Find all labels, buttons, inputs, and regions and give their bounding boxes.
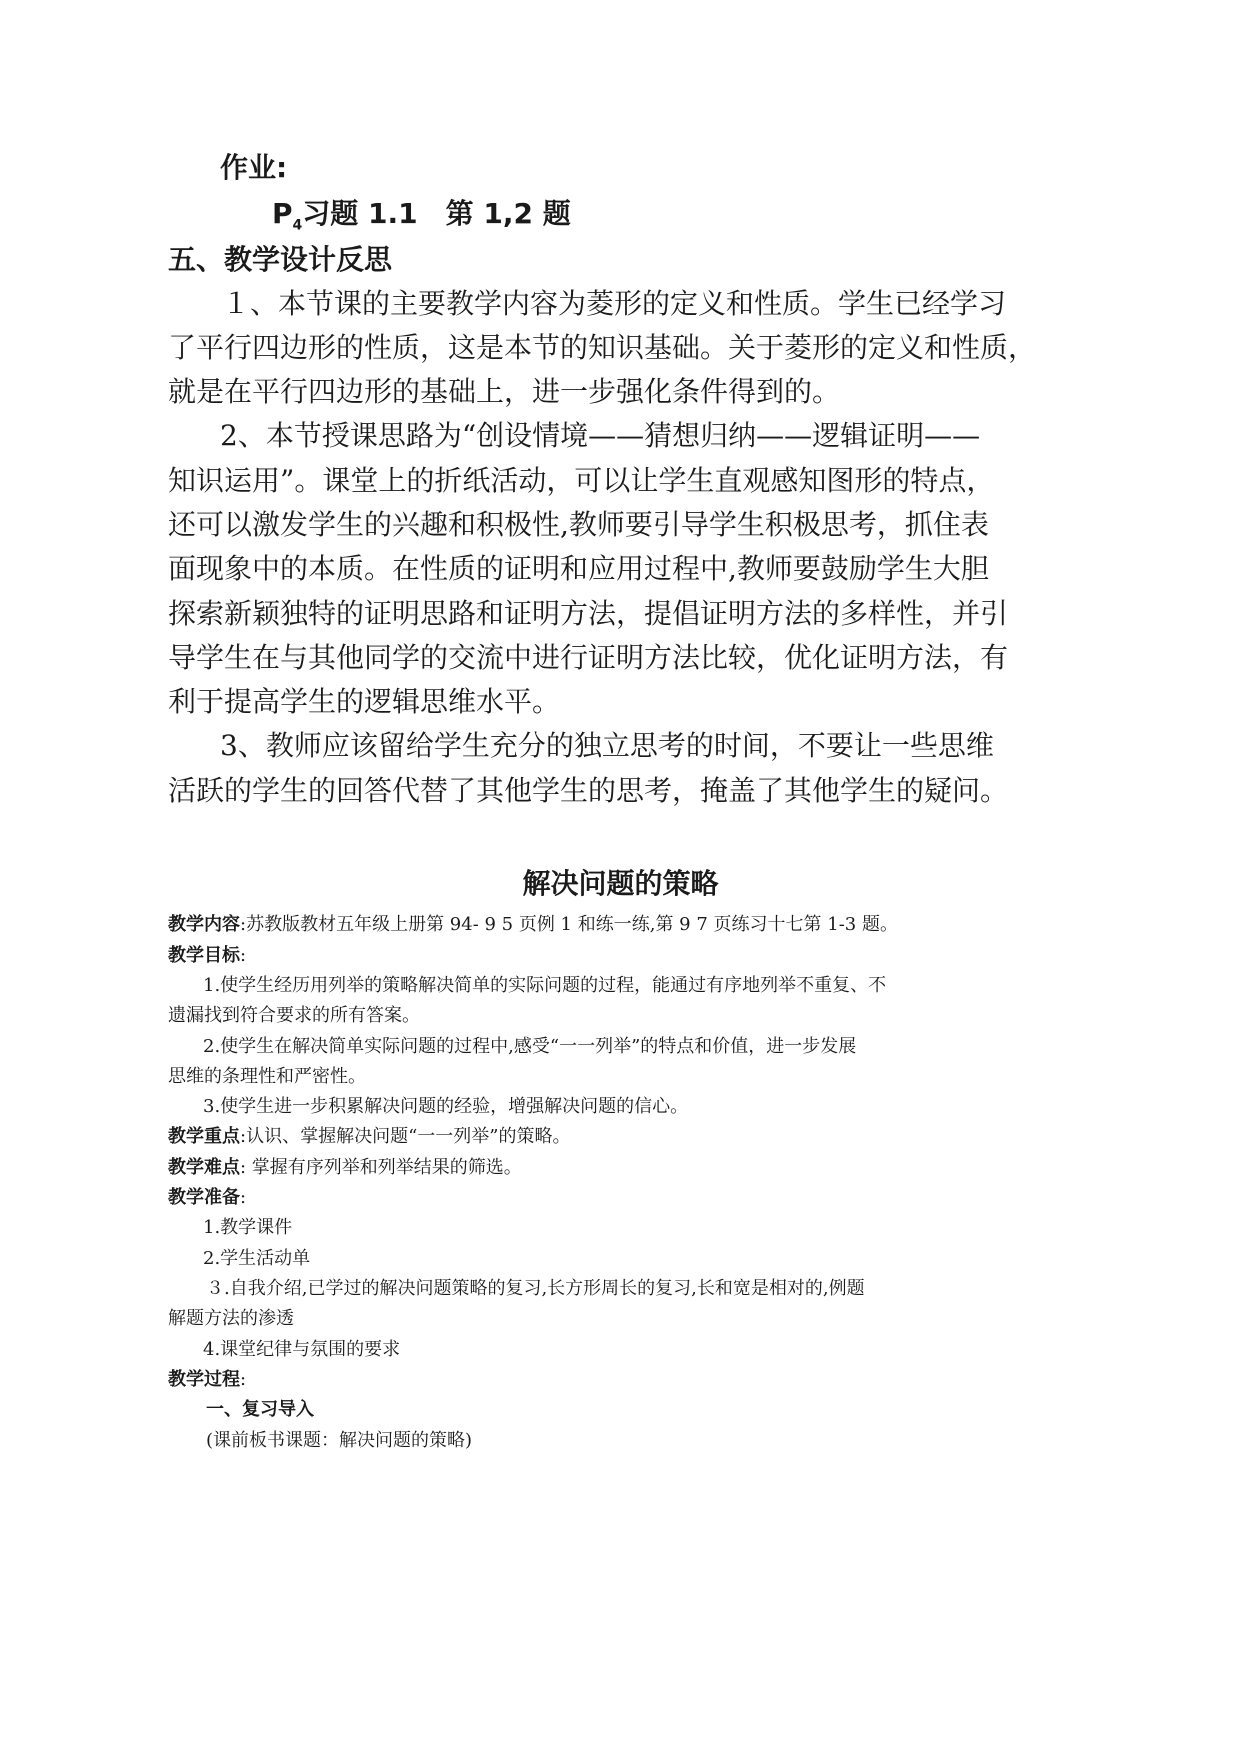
content-text: :苏教版教材五年级上册第 94- 9 5 页例 1 和练一练,第 9 7 页练习十七第 1-3 题。 xyxy=(240,914,898,935)
step-note: (课前板书课题：解决问题的策略) xyxy=(206,1430,473,1451)
reflection-line: 活跃的学生的回答代替了其他学生的思考，掩盖了其他学生的疑问。 xyxy=(168,774,1009,807)
homework-assignment xyxy=(272,192,571,234)
prep-line: ３.自我介绍,已学过的解决问题策略的复习,长方形周长的复习,长和宽是相对的,例题 xyxy=(206,1278,865,1299)
process-colon: : xyxy=(240,1369,247,1390)
reflection-line: 3、教师应该留给学生充分的独立思考的时间，不要让一些思维 xyxy=(220,729,994,762)
reflection-line: 了平行四边形的性质，这是本节的知识基础。关于菱形的定义和性质， xyxy=(168,331,1037,364)
content-label: 教学内容 xyxy=(168,914,240,935)
prep-line: 解题方法的渗透 xyxy=(168,1308,294,1329)
goal-line: 思维的条理性和严密性。 xyxy=(168,1066,366,1087)
prep-colon: : xyxy=(240,1187,247,1208)
reflection-line: 知识运用”。课堂上的折纸活动，可以让学生直观感知图形的特点， xyxy=(168,464,995,497)
step-heading: 一、复习导入 xyxy=(206,1399,314,1420)
process-row xyxy=(168,1365,246,1391)
key-row xyxy=(168,1122,570,1148)
reflection-line: １、本节课的主要教学内容为菱形的定义和性质。学生已经学习 xyxy=(222,287,1007,320)
difficulty-text: : 掌握有序列举和列举结果的筛选。 xyxy=(240,1157,522,1178)
reflection-line: 面现象中的本质。在性质的证明和应用过程中,教师要鼓励学生大胆 xyxy=(168,552,989,585)
prep-line: 2.学生活动单 xyxy=(203,1248,311,1269)
goals-label: 教学目标 xyxy=(168,945,240,966)
reflection-line: 就是在平行四边形的基础上，进一步强化条件得到的。 xyxy=(168,375,841,408)
reflection-line: 导学生在与其他同学的交流中进行证明方法比较，优化证明方法，有 xyxy=(168,641,1009,674)
assignment-text: 习题 1.1 第 1,2 题 xyxy=(302,197,571,230)
content-row xyxy=(168,910,898,936)
goal-line: 3.使学生进一步积累解决问题的经验，增强解决问题的信心。 xyxy=(203,1096,689,1117)
difficulty-label: 教学难点 xyxy=(168,1157,240,1178)
reflection-heading: 五、教学设计反思 xyxy=(168,243,393,276)
reflection-line: 2、本节授课思路为“创设情境——猜想归纳——逻辑证明—— xyxy=(220,419,981,452)
prep-row xyxy=(168,1183,246,1209)
reflection-line: 还可以激发学生的兴趣和积极性,教师要引导学生积极思考，抓住表 xyxy=(168,508,989,541)
homework-heading: 作业: xyxy=(220,151,288,184)
goal-line: 2.使学生在解决简单实际问题的过程中,感受“一一列举”的特点和价值，进一步发展 xyxy=(203,1036,857,1057)
goals-colon: : xyxy=(240,945,247,966)
lesson-title: 解决问题的策略 xyxy=(522,867,719,900)
goals-row xyxy=(168,941,246,967)
goal-line: 遗漏找到符合要求的所有答案。 xyxy=(168,1005,420,1026)
process-label: 教学过程 xyxy=(168,1369,240,1390)
difficulty-row xyxy=(168,1153,522,1179)
prep-label: 教学准备 xyxy=(168,1187,240,1208)
goal-line: 1.使学生经历用列举的策略解决简单的实际问题的过程，能通过有序地列举不重复、不 xyxy=(203,975,887,996)
prep-line: 1.教学课件 xyxy=(203,1217,293,1238)
key-text: :认识、掌握解决问题“一一列举”的策略。 xyxy=(240,1126,571,1147)
assignment-prefix: P xyxy=(272,197,293,230)
reflection-line: 利于提高学生的逻辑思维水平。 xyxy=(168,685,561,718)
key-label: 教学重点 xyxy=(168,1126,240,1147)
reflection-line: 探索新颖独特的证明思路和证明方法，提倡证明方法的多样性，并引 xyxy=(168,597,1009,630)
assignment-subscript: 4 xyxy=(292,217,303,234)
prep-line: 4.课堂纪律与氛围的要求 xyxy=(203,1339,401,1360)
